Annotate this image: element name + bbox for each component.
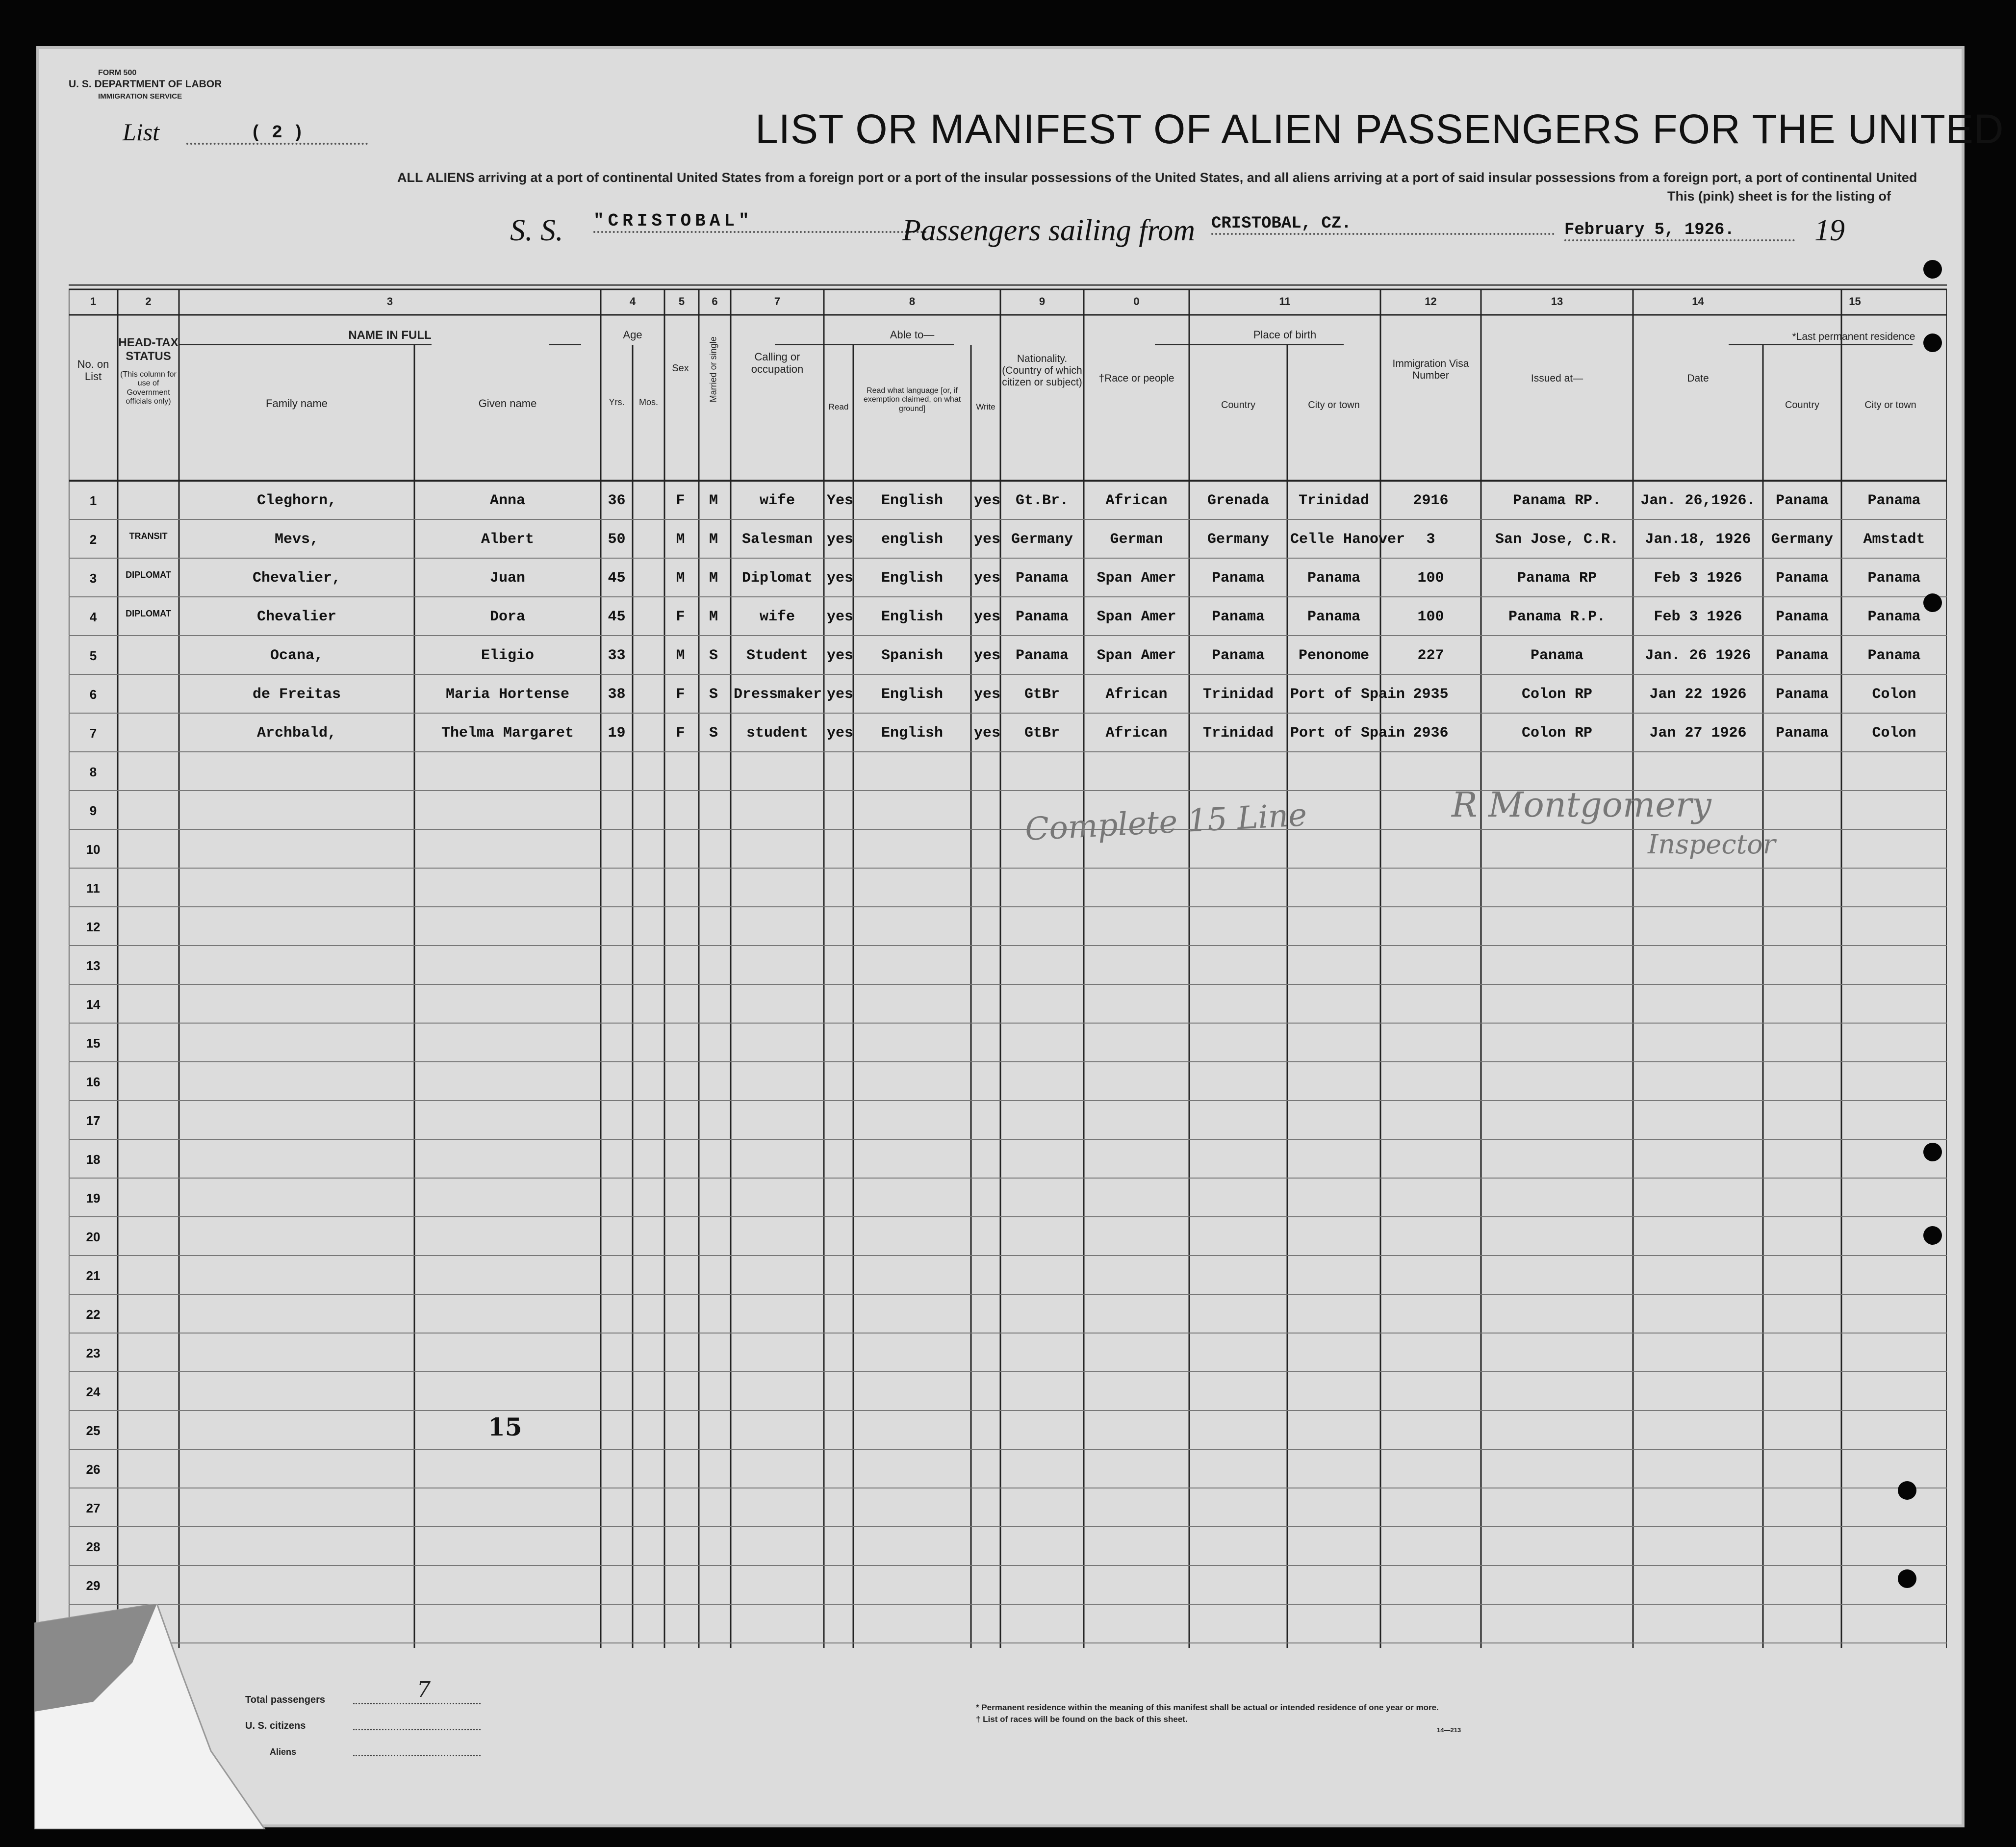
residence-country-cell: Panama: [1775, 686, 1829, 703]
sex-cell: M: [676, 647, 685, 664]
departure-port: CRISTOBAL, CZ.: [1211, 214, 1555, 235]
language-cell: English: [881, 570, 944, 587]
us-citizens-label: U. S. citizens: [245, 1720, 306, 1731]
col-age-yrs: Yrs.: [609, 397, 625, 407]
residence-country-cell: Panama: [1775, 609, 1829, 625]
nationality-cell: GtBr: [1024, 686, 1060, 703]
visa-number-cell: 100: [1417, 570, 1444, 587]
birth-city-cell: Port of Spain: [1290, 686, 1405, 703]
row-number: 8: [89, 765, 97, 779]
row-number: 14: [86, 997, 101, 1012]
year-prefix: 19: [1814, 214, 1845, 247]
residence-city-cell: Amstadt: [1863, 531, 1925, 548]
residence-country-cell: Panama: [1775, 725, 1829, 742]
row-number: 16: [86, 1075, 101, 1089]
column-number: 0: [1133, 295, 1140, 308]
age-years-cell: 19: [608, 725, 626, 742]
residence-city-cell: Panama: [1867, 609, 1921, 625]
footnote-residence: * Permanent residence within the meaning of this manifest shall be actual or intended residence of one year or more.: [976, 1703, 1439, 1712]
binder-hole: [1898, 1481, 1916, 1500]
row-number: 19: [86, 1191, 101, 1206]
column-number: 11: [1279, 295, 1291, 308]
column-number: 7: [774, 295, 781, 308]
binder-hole: [1923, 260, 1942, 279]
document-title: LIST OR MANIFEST OF ALIEN PASSENGERS FOR THE UNITED: [755, 106, 2004, 152]
age-years-cell: 36: [608, 492, 626, 509]
column-number: 9: [1039, 295, 1046, 308]
race-cell: Span Amer: [1097, 647, 1176, 664]
row-number: 11: [86, 881, 100, 896]
visa-number-cell: 2936: [1413, 725, 1449, 742]
read-cell: yes: [827, 570, 854, 587]
language-cell: Spanish: [881, 647, 944, 664]
sailing-label: Passengers sailing from: [902, 214, 1196, 247]
read-cell: yes: [827, 531, 854, 548]
row-number: 12: [86, 920, 101, 934]
marital-status-cell: S: [709, 647, 718, 664]
row-number: 1: [89, 493, 97, 508]
col-res-country: Country: [1785, 400, 1820, 410]
page-mark: 15: [488, 1412, 522, 1441]
row-number: 5: [89, 648, 97, 663]
col-visa: Immigration Visa Number: [1392, 358, 1469, 382]
list-label: List: [123, 118, 160, 146]
occupation-cell: student: [746, 725, 809, 742]
col-last-residence: *Last permanent residence: [1792, 331, 1915, 342]
age-years-cell: 45: [608, 570, 626, 587]
sex-cell: M: [676, 570, 685, 587]
total-passengers-label: Total passengers: [245, 1694, 326, 1705]
read-cell: yes: [827, 725, 854, 742]
head-tax-cell: TRANSIT: [129, 531, 168, 541]
nationality-cell: Panama: [1015, 647, 1069, 664]
birth-city-cell: Panama: [1307, 609, 1361, 625]
row-number: 7: [89, 726, 97, 741]
visa-date-cell: Feb 3 1926: [1654, 570, 1742, 587]
departure-date: February 5, 1926.: [1564, 221, 1795, 241]
binder-hole: [1923, 1143, 1942, 1161]
column-number: 5: [678, 295, 685, 308]
residence-city-cell: Colon: [1872, 686, 1916, 703]
ss-label: S. S.: [510, 214, 563, 247]
given-name-cell: Juan: [489, 570, 525, 587]
birth-country-cell: Trinidad: [1202, 725, 1274, 742]
language-cell: English: [881, 609, 944, 625]
col-calling: Calling or occupation: [751, 351, 804, 376]
birth-country-cell: Panama: [1211, 570, 1265, 587]
row-number: 6: [89, 687, 97, 702]
sex-cell: F: [676, 492, 685, 509]
column-number: 15: [1849, 295, 1861, 308]
col-res-city: City or town: [1864, 400, 1916, 410]
visa-number-cell: 100: [1417, 609, 1444, 625]
form-number: FORM 500: [98, 69, 137, 77]
column-number: 13: [1551, 295, 1563, 308]
subtitle-line-2: This (pink) sheet is for the listing of: [1667, 189, 1891, 204]
column-number: 8: [909, 295, 916, 308]
inspector-title: Inspector: [1648, 829, 1776, 860]
col-race: †Race or people: [1098, 373, 1174, 384]
given-name-cell: Anna: [489, 492, 525, 509]
read-cell: yes: [827, 647, 854, 664]
birth-city-cell: Penonome: [1298, 647, 1370, 664]
occupation-cell: Diplomat: [741, 570, 813, 587]
form-code: 14—213: [1437, 1726, 1461, 1734]
birth-country-cell: Panama: [1211, 647, 1265, 664]
birth-country-cell: Panama: [1211, 609, 1265, 625]
department-label: U. S. DEPARTMENT OF LABOR: [69, 78, 222, 90]
col-place-of-birth: Place of birth: [1253, 329, 1317, 341]
binder-hole: [1923, 593, 1942, 612]
binder-hole: [1898, 1569, 1916, 1588]
column-number: 3: [386, 295, 393, 308]
birth-city-cell: Panama: [1307, 570, 1361, 587]
issued-at-cell: Colon RP: [1521, 725, 1593, 742]
residence-country-cell: Panama: [1775, 492, 1829, 509]
head-tax-cell: DIPLOMAT: [126, 609, 171, 618]
birth-country-cell: Grenada: [1207, 492, 1270, 509]
marital-status-cell: M: [709, 531, 718, 548]
col-sex: Sex: [672, 363, 689, 374]
family-name-cell: Mevs,: [274, 531, 319, 548]
family-name-cell: Chevalier,: [252, 570, 341, 587]
col-given-name: Given name: [478, 397, 537, 410]
col-nationality: Nationality. (Country of which citizen or subject): [1002, 353, 1082, 388]
race-cell: German: [1110, 531, 1163, 548]
read-cell: yes: [827, 686, 854, 703]
col-read: Read: [828, 402, 849, 411]
age-years-cell: 50: [608, 531, 626, 548]
binder-hole: [1923, 1226, 1942, 1245]
row-number: 28: [86, 1539, 101, 1554]
service-label: IMMIGRATION SERVICE: [98, 92, 182, 101]
row-number: 23: [86, 1346, 101, 1360]
issued-at-cell: San Jose, C.R.: [1495, 531, 1619, 548]
occupation-cell: wife: [759, 609, 795, 625]
row-number: 20: [86, 1230, 101, 1244]
col-birth-city: City or town: [1308, 400, 1360, 410]
given-name-cell: Albert: [481, 531, 535, 548]
marital-status-cell: M: [709, 570, 718, 587]
row-number: 4: [89, 610, 97, 624]
aliens-line: [353, 1755, 481, 1756]
visa-date-cell: Jan 22 1926: [1649, 686, 1747, 703]
given-name-cell: Thelma Margaret: [441, 725, 574, 742]
language-cell: English: [881, 686, 944, 703]
nationality-cell: Gt.Br.: [1015, 492, 1069, 509]
head-tax-cell: DIPLOMAT: [126, 570, 171, 580]
aliens-label: Aliens: [270, 1747, 297, 1757]
row-number: 22: [86, 1307, 101, 1322]
family-name-cell: Chevalier: [256, 609, 337, 625]
marital-status-cell: S: [709, 725, 718, 742]
issued-at-cell: Panama RP: [1517, 570, 1597, 587]
ship-name: "CRISTOBAL": [593, 211, 927, 233]
row-number: 17: [86, 1113, 101, 1128]
row-number: 10: [86, 842, 101, 857]
torn-corner: [34, 1604, 270, 1829]
total-passengers-value: 7: [417, 1677, 431, 1702]
visa-date-cell: Jan 27 1926: [1649, 725, 1747, 742]
write-cell: yes: [974, 725, 1001, 742]
row-number: 26: [86, 1462, 101, 1477]
given-name-cell: Maria Hortense: [445, 686, 570, 703]
column-number: 1: [90, 295, 97, 308]
col-name-in-full: NAME IN FULL: [348, 329, 432, 342]
row-number: 13: [86, 958, 101, 973]
read-cell: Yes: [827, 492, 854, 509]
write-cell: yes: [974, 492, 1001, 509]
col-able-to: Able to—: [890, 329, 935, 341]
us-citizens-line: [353, 1729, 481, 1730]
col-issued-at: Issued at—: [1531, 373, 1583, 384]
family-name-cell: Archbald,: [256, 725, 337, 742]
visa-date-cell: Jan. 26 1926: [1645, 647, 1751, 664]
manifest-sheet: [39, 49, 2004, 1824]
race-cell: African: [1105, 492, 1168, 509]
row-number: 24: [86, 1385, 101, 1399]
nationality-cell: GtBr: [1024, 725, 1060, 742]
write-cell: yes: [974, 609, 1001, 625]
residence-city-cell: Colon: [1872, 725, 1916, 742]
race-cell: Span Amer: [1097, 609, 1176, 625]
marital-status-cell: S: [709, 686, 718, 703]
row-number: 25: [86, 1423, 101, 1438]
row-number: 15: [86, 1036, 101, 1051]
visa-number-cell: 3: [1426, 531, 1435, 548]
inspector-signature: R Montgomery: [1452, 785, 1711, 825]
write-cell: yes: [974, 647, 1001, 664]
col-read-language: Read what language [or, if exemption claimed, on what ground]: [863, 386, 961, 413]
col-head-tax-note: (This column for use of Government officials only): [120, 370, 177, 406]
family-name-cell: de Freitas: [252, 686, 341, 703]
issued-at-cell: Panama: [1530, 647, 1584, 664]
visa-date-cell: Jan. 26,1926.: [1640, 492, 1756, 509]
language-cell: English: [881, 725, 944, 742]
footnote-races: † List of races will be found on the back of this sheet.: [976, 1715, 1188, 1724]
manifest-table: [69, 284, 1947, 1648]
birth-city-cell: Port of Spain: [1290, 725, 1405, 742]
table-lines: [69, 284, 1947, 1648]
marital-status-cell: M: [709, 609, 718, 625]
family-name-cell: Cleghorn,: [256, 492, 337, 509]
sex-cell: F: [676, 609, 685, 625]
subtitle-line-1: ALL ALIENS arriving at a port of continental United States from a foreign port or a port of the insular possessions of the United States, and all aliens arriving at a port of said insular possessions from a foreign port, a port of continental United: [397, 170, 1917, 185]
col-write: Write: [976, 402, 995, 411]
col-married: Married or single: [708, 336, 718, 403]
age-years-cell: 45: [608, 609, 626, 625]
occupation-cell: wife: [759, 492, 795, 509]
row-number: 2: [89, 532, 97, 547]
column-number: 12: [1425, 295, 1437, 308]
residence-city-cell: Panama: [1867, 647, 1921, 664]
nationality-cell: Germany: [1011, 531, 1073, 548]
col-age: Age: [623, 329, 642, 341]
race-cell: African: [1105, 686, 1168, 703]
age-years-cell: 33: [608, 647, 626, 664]
column-number: 6: [712, 295, 718, 308]
residence-country-cell: Panama: [1775, 647, 1829, 664]
col-date: Date: [1687, 373, 1709, 384]
residence-country-cell: Panama: [1775, 570, 1829, 587]
race-cell: Span Amer: [1097, 570, 1176, 587]
race-cell: African: [1105, 725, 1168, 742]
language-cell: english: [881, 531, 944, 548]
column-number: 4: [629, 295, 636, 308]
col-no-on-list: No. on List: [77, 358, 109, 383]
birth-country-cell: Trinidad: [1202, 686, 1274, 703]
visa-number-cell: 227: [1417, 647, 1444, 664]
birth-country-cell: Germany: [1207, 531, 1270, 548]
write-cell: yes: [974, 686, 1001, 703]
visa-number-cell: 2935: [1413, 686, 1449, 703]
column-number: 14: [1692, 295, 1704, 308]
binder-hole: [1923, 333, 1942, 352]
residence-city-cell: Panama: [1867, 492, 1921, 509]
visa-number-cell: 2916: [1413, 492, 1449, 509]
read-cell: yes: [827, 609, 854, 625]
visa-date-cell: Feb 3 1926: [1654, 609, 1742, 625]
row-number: 27: [86, 1501, 101, 1515]
birth-city-cell: Celle Hanover: [1290, 531, 1405, 548]
birth-city-cell: Trinidad: [1298, 492, 1370, 509]
sex-cell: F: [676, 686, 685, 703]
completion-note: Complete 15 Line: [1024, 796, 1308, 848]
sex-cell: M: [676, 531, 685, 548]
language-cell: English: [881, 492, 944, 509]
given-name-cell: Dora: [489, 609, 525, 625]
nationality-cell: Panama: [1015, 609, 1069, 625]
issued-at-cell: Panama R.P.: [1508, 609, 1606, 625]
col-family-name: Family name: [266, 397, 328, 410]
given-name-cell: Eligio: [481, 647, 535, 664]
occupation-cell: Salesman: [741, 531, 813, 548]
sex-cell: F: [676, 725, 685, 742]
visa-date-cell: Jan.18, 1926: [1645, 531, 1751, 548]
residence-city-cell: Panama: [1867, 570, 1921, 587]
row-number: 3: [89, 571, 97, 586]
col-head-tax: HEAD-TAX STATUS: [118, 336, 179, 363]
issued-at-cell: Panama RP.: [1512, 492, 1602, 509]
row-number: 29: [86, 1578, 101, 1593]
nationality-cell: Panama: [1015, 570, 1069, 587]
list-number: ( 2 ): [186, 123, 368, 145]
marital-status-cell: M: [709, 492, 718, 509]
residence-country-cell: Germany: [1771, 531, 1834, 548]
issued-at-cell: Colon RP: [1521, 686, 1593, 703]
age-years-cell: 38: [608, 686, 626, 703]
row-number: 18: [86, 1152, 101, 1167]
total-passengers-line: [353, 1703, 481, 1704]
col-birth-country: Country: [1221, 400, 1256, 410]
occupation-cell: Student: [746, 647, 809, 664]
column-number: 2: [145, 295, 152, 308]
row-number: 9: [89, 803, 97, 818]
write-cell: yes: [974, 531, 1001, 548]
row-number: 21: [86, 1268, 101, 1283]
occupation-cell: Dressmaker: [734, 686, 822, 703]
col-age-mos: Mos.: [638, 397, 658, 407]
write-cell: yes: [974, 570, 1001, 587]
family-name-cell: Ocana,: [270, 647, 324, 664]
